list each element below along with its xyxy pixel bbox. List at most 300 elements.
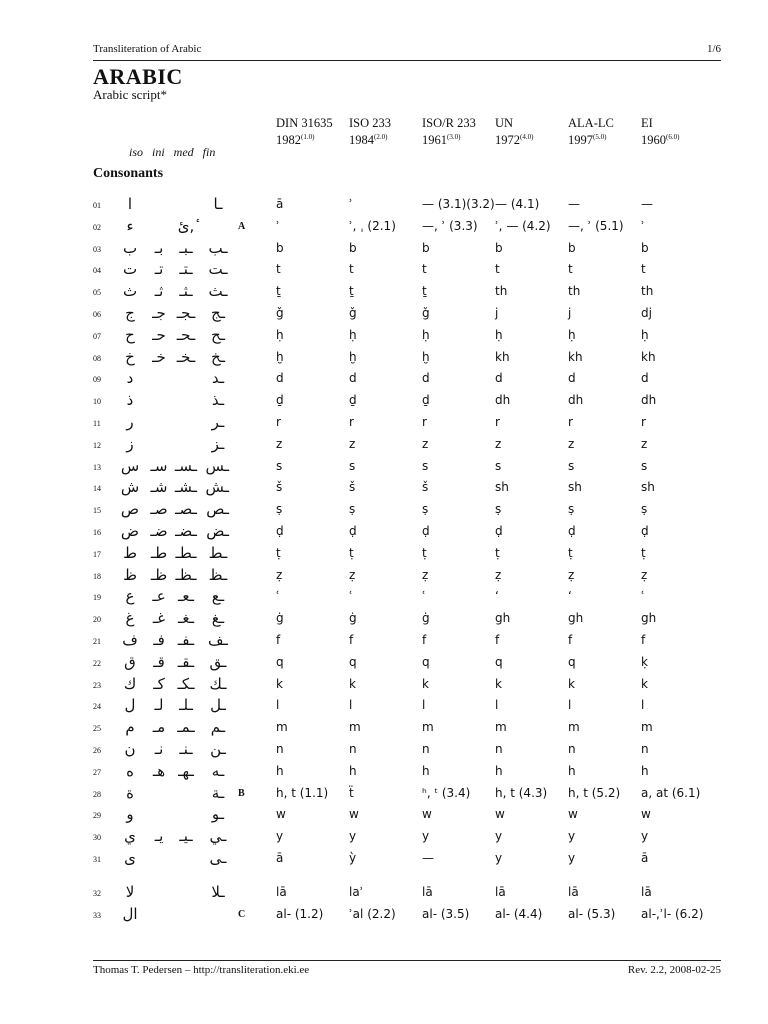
arabic-fin-form: ـج — [210, 304, 226, 322]
transliteration-cell: al- (1.2) — [276, 906, 324, 921]
column-header-ei — [641, 116, 679, 147]
transliteration-cell: š — [349, 480, 356, 495]
row-number: 25 — [93, 724, 101, 734]
row-number: 11 — [93, 419, 101, 428]
table-row — [0, 282, 768, 304]
transliteration-cell: ẓ — [495, 567, 502, 582]
page-header — [93, 43, 721, 59]
transliteration-cell: w — [349, 807, 359, 822]
arabic-fin-form: ـت — [208, 260, 228, 279]
arabic-med-form: ـحـ — [176, 325, 196, 344]
transliteration-cell: ḥ — [349, 327, 357, 342]
transliteration-cell: sh — [641, 480, 655, 495]
transliteration-cell: q — [349, 654, 357, 669]
column-ref: (3.0) — [447, 133, 461, 141]
transliteration-cell: w — [422, 807, 432, 822]
transliteration-cell: ṭ — [641, 545, 646, 560]
transliteration-cell: lā — [495, 884, 506, 899]
transliteration-cell: ṯ — [422, 284, 427, 299]
row-number: 05 — [93, 288, 101, 298]
arabic-fin-form: ـظ — [208, 565, 228, 584]
transliteration-cell: ḍ — [495, 524, 503, 538]
transliteration-cell: s — [422, 458, 429, 473]
arabic-med-form: ـقـ — [177, 652, 195, 671]
column-name: EI — [641, 116, 653, 130]
transliteration-cell: lā — [422, 884, 433, 899]
transliteration-cell: ḏ — [422, 393, 430, 408]
row-number: 09 — [93, 375, 101, 385]
transliteration-cell: t — [349, 262, 354, 277]
transliteration-cell: kh — [568, 349, 583, 364]
column-name: UN — [495, 116, 514, 130]
row-number: 15 — [93, 506, 101, 516]
transliteration-cell: w — [495, 807, 505, 822]
transliteration-cell: ṣ — [349, 502, 356, 517]
arabic-fin-form: ـط — [208, 543, 228, 562]
transliteration-cell: d — [422, 371, 430, 386]
arabic-fin-form: ـى — [209, 849, 227, 867]
arabic-iso-form: لا — [125, 882, 135, 901]
row-number: 23 — [93, 680, 101, 690]
row-number: 10 — [93, 397, 101, 407]
row-number: 13 — [93, 462, 101, 472]
column-header-din — [276, 116, 333, 147]
transliteration-cell: al- (4.4) — [495, 906, 543, 921]
table-row — [0, 566, 768, 588]
transliteration-cell: laʾ — [349, 884, 364, 899]
arabic-ini-form: ثـ — [154, 282, 164, 301]
footer-revision: Rev. 2.2, 2008-02-25 — [627, 964, 721, 976]
row-number: 22 — [93, 658, 101, 668]
transliteration-cell: ḥ — [276, 327, 284, 342]
transliteration-cell: k — [422, 676, 429, 691]
transliteration-cell: w — [641, 807, 651, 822]
table-row — [0, 348, 768, 370]
table-row — [0, 391, 768, 413]
transliteration-cell: r — [641, 415, 646, 429]
transliteration-cell: h — [641, 763, 649, 778]
row-number: 27 — [93, 767, 101, 777]
row-number: 20 — [93, 615, 101, 625]
arabic-fin-form: ـخ — [210, 347, 226, 366]
arabic-fin-form: ـة — [211, 783, 225, 802]
table-row — [0, 500, 768, 522]
transliteration-cell: al-,ʾl- (6.2) — [641, 906, 704, 921]
transliteration-cell: m — [349, 720, 361, 735]
transliteration-cell: ǧ — [349, 306, 357, 320]
transliteration-cell: n — [495, 742, 503, 756]
arabic-med-form: ـكـ — [177, 674, 195, 693]
arabic-iso-form: ج — [125, 304, 135, 322]
transliteration-cell: z — [495, 436, 502, 451]
table-row — [0, 217, 768, 239]
arabic-iso-form: ب — [122, 238, 138, 257]
transliteration-cell: y — [422, 829, 430, 844]
transliteration-cell: ṭ — [568, 545, 573, 560]
transliteration-cell: l — [276, 698, 280, 713]
arabic-iso-form: ظ — [123, 565, 137, 584]
table-row — [0, 304, 768, 326]
transliteration-cell: z — [641, 436, 648, 451]
arabic-fin-form: ـص — [206, 500, 229, 519]
transliteration-cell: ṭ — [276, 545, 281, 560]
arabic-med-form: ـعـ — [177, 587, 195, 606]
document-title: ARABIC — [93, 64, 183, 89]
transliteration-cell: — — [422, 851, 434, 865]
arabic-iso-form: ي — [124, 827, 136, 846]
column-ref: (6.0) — [666, 133, 680, 141]
transliteration-cell: th — [495, 284, 508, 299]
arabic-iso-form: ال — [122, 904, 138, 923]
transliteration-cell: s — [568, 458, 575, 473]
transliteration-cell: lā — [276, 884, 287, 899]
footer-rule — [93, 960, 721, 961]
transliteration-cell: ṭ — [495, 545, 500, 560]
transliteration-cell: n — [422, 742, 430, 756]
arabic-ini-form: طـ — [150, 543, 168, 562]
transliteration-cell: z — [349, 436, 356, 451]
arabic-iso-form: ع — [125, 587, 135, 606]
arabic-ini-form: شـ — [150, 478, 168, 497]
transliteration-cell: z — [276, 436, 283, 451]
transliteration-cell: f — [276, 633, 281, 647]
transliteration-cell: ǧ — [422, 306, 430, 320]
arabic-ini-form: لـ — [154, 696, 164, 715]
row-number: 21 — [93, 637, 101, 646]
arabic-iso-form: ل — [124, 696, 136, 715]
arabic-fin-form: ـو — [211, 805, 225, 824]
transliteration-cell: k — [276, 676, 283, 691]
row-note: A — [238, 220, 246, 232]
table-row — [0, 718, 768, 740]
transliteration-cell: ṭ — [349, 545, 354, 560]
arabic-iso-form: ش — [120, 478, 140, 497]
transliteration-cell: m — [276, 720, 288, 735]
table-row — [0, 762, 768, 784]
transliteration-cell: k — [641, 676, 648, 691]
arabic-iso-form: ى — [124, 849, 136, 867]
column-name: ISO/R 233 — [422, 116, 476, 130]
transliteration-cell: h — [349, 763, 357, 778]
row-number: 19 — [93, 593, 101, 603]
transliteration-cell: f — [422, 633, 427, 647]
transliteration-cell: ġ — [422, 611, 430, 626]
transliteration-cell: th — [641, 284, 654, 299]
transliteration-cell: ṣ — [568, 502, 575, 517]
transliteration-cell: j — [495, 306, 499, 320]
arabic-iso-form: ك — [123, 674, 137, 693]
column-header-isor233 — [422, 116, 476, 147]
table-row — [0, 587, 768, 609]
row-number: 32 — [93, 888, 101, 898]
transliteration-cell: ẓ — [568, 567, 575, 582]
table-row — [0, 883, 768, 905]
page-number: 1/6 — [706, 43, 721, 55]
table-row — [0, 544, 768, 566]
transliteration-cell: lā — [568, 884, 579, 899]
transliteration-cell: ẓ — [349, 567, 356, 582]
transliteration-cell: n — [568, 742, 576, 756]
transliteration-cell: ḍ — [422, 524, 430, 538]
arabic-iso-form: ا — [127, 195, 133, 213]
arabic-iso-form: و — [126, 805, 134, 824]
section-heading: Consonants — [93, 166, 164, 181]
transliteration-cell: dh — [495, 393, 511, 408]
arabic-med-form: ـثـ — [179, 282, 193, 301]
arabic-ini-form: حـ — [152, 325, 166, 344]
transliteration-cell: ʻ — [568, 589, 572, 604]
transliteration-cell: dh — [568, 393, 584, 408]
transliteration-cell: m — [641, 720, 653, 735]
transliteration-cell: ʾ — [641, 218, 645, 233]
row-number: 26 — [93, 746, 101, 755]
transliteration-cell: š — [422, 480, 429, 495]
arabic-med-form: ـفـ — [177, 631, 195, 649]
row-number: 06 — [93, 310, 101, 319]
row-number: 16 — [93, 528, 101, 537]
column-name: ISO 233 — [349, 116, 392, 130]
arabic-ini-form: غـ — [152, 609, 166, 628]
column-year: 1960 — [641, 133, 666, 148]
arabic-fin-form: ـز — [211, 434, 225, 453]
transliteration-cell: b — [568, 240, 576, 255]
transliteration-cell: lā — [641, 884, 652, 899]
arabic-iso-form: م — [125, 718, 135, 737]
arabic-fin-form: ـس — [205, 456, 229, 475]
transliteration-cell: d — [641, 371, 649, 386]
transliteration-cell: ǧ — [276, 306, 284, 320]
arabic-med-form: ـغـ — [177, 609, 195, 628]
arabic-fin-form: ـك — [209, 674, 227, 693]
arabic-iso-form: ط — [123, 543, 137, 562]
transliteration-cell: q — [422, 654, 430, 669]
transliteration-cell: ʾal (2.2) — [349, 906, 396, 921]
table-row — [0, 369, 768, 391]
arabic-iso-form: د — [126, 369, 134, 388]
table-row — [0, 696, 768, 718]
transliteration-cell: t — [641, 262, 646, 277]
transliteration-cell: t — [568, 262, 573, 277]
arabic-iso-form: ت — [122, 260, 138, 279]
transliteration-cell: ṣ — [641, 502, 648, 517]
header-rule — [93, 60, 721, 61]
arabic-ini-form: ضـ — [150, 522, 168, 540]
transliteration-cell: k — [349, 676, 356, 691]
row-number: 30 — [93, 833, 101, 843]
transliteration-cell: š — [276, 480, 283, 495]
arabic-iso-form: ق — [124, 652, 136, 671]
transliteration-cell: l — [422, 698, 426, 713]
arabic-fin-form: ـع — [211, 587, 225, 606]
transliteration-cell: ġ — [349, 611, 357, 626]
arabic-ini-form: جـ — [152, 304, 166, 322]
arabic-med-form: ـلـ — [179, 696, 193, 715]
transliteration-cell: ʾ, — (4.2) — [495, 218, 551, 233]
transliteration-cell: ḍ — [568, 524, 576, 538]
transliteration-cell: ḫ — [276, 349, 284, 364]
transliteration-cell: ẗ — [349, 785, 354, 800]
column-year: 1961 — [422, 133, 447, 148]
transliteration-cell: gh — [641, 611, 657, 626]
arabic-ini-form: ظـ — [150, 565, 168, 584]
transliteration-cell: k — [495, 676, 502, 691]
arabic-fin-form: ـا — [213, 195, 223, 213]
transliteration-cell: r — [568, 415, 573, 429]
arabic-ini-form: كـ — [153, 674, 165, 693]
arabic-med-form: ـهـ — [178, 761, 194, 780]
transliteration-cell: ḥ — [422, 327, 430, 342]
transliteration-cell: y — [568, 851, 576, 865]
transliteration-cell: h — [276, 763, 284, 778]
transliteration-cell: ḫ — [422, 349, 430, 364]
transliteration-cell: ḍ — [276, 524, 284, 538]
column-header-un — [495, 116, 533, 147]
transliteration-cell: y — [641, 829, 649, 844]
transliteration-cell: sh — [568, 480, 582, 495]
arabic-med-form: ـضـ — [175, 522, 197, 540]
arabic-fin-form: ـي — [209, 827, 227, 846]
transliteration-cell: y — [495, 829, 503, 844]
transliteration-cell: f — [568, 633, 573, 647]
arabic-iso-form: ص — [120, 500, 140, 519]
table-row — [0, 457, 768, 479]
arabic-med-form: ـبـ — [179, 238, 193, 257]
arabic-med-form: ـنـ — [179, 740, 193, 758]
column-year: 1982 — [276, 133, 301, 148]
transliteration-cell: s — [349, 458, 356, 473]
transliteration-cell: ʾ, ˌ (2.1) — [349, 218, 396, 233]
transliteration-cell: z — [422, 436, 429, 451]
transliteration-cell: y — [568, 829, 576, 844]
arabic-ini-form: نـ — [154, 740, 164, 758]
transliteration-cell: sh — [495, 480, 509, 495]
transliteration-cell: y — [495, 851, 503, 865]
table-row — [0, 195, 768, 217]
transliteration-cell: dh — [641, 393, 657, 408]
transliteration-cell: h, t (4.3) — [495, 785, 548, 800]
transliteration-cell: ṭ — [422, 545, 427, 560]
transliteration-cell: ṣ — [495, 502, 502, 517]
transliteration-cell: — — [568, 197, 580, 211]
arabic-iso-form: ر — [126, 413, 134, 431]
arabic-iso-form: ه — [126, 761, 134, 780]
transliteration-cell: h — [422, 763, 430, 778]
row-number: 24 — [93, 702, 101, 712]
transliteration-cell: s — [495, 458, 502, 473]
arabic-iso-form: ن — [124, 740, 136, 758]
letter-forms-label: iso ini med fin — [129, 145, 216, 159]
arabic-fin-form: ـغ — [211, 609, 225, 628]
arabic-fin-form: ـض — [206, 522, 229, 540]
transliteration-cell: n — [276, 742, 284, 756]
transliteration-cell: ẓ — [422, 567, 429, 582]
row-number: 08 — [93, 353, 101, 363]
arabic-med-form: ـسـ — [174, 456, 197, 475]
transliteration-cell: b — [349, 240, 357, 255]
transliteration-cell: a, at (6.1) — [641, 785, 701, 800]
arabic-fin-form: ـن — [210, 740, 226, 758]
transliteration-cell: —, ʾ (5.1) — [568, 218, 624, 233]
transliteration-cell: ḍ — [641, 524, 649, 538]
row-number: 04 — [93, 266, 101, 276]
row-number: 12 — [93, 440, 101, 450]
transliteration-cell: al- (3.5) — [422, 906, 470, 921]
row-number: 33 — [93, 910, 101, 920]
transliteration-cell: ḥ — [495, 327, 503, 342]
transliteration-cell: ḥ — [568, 327, 576, 342]
transliteration-cell: l — [568, 698, 572, 713]
arabic-fin-form: ـل — [210, 696, 226, 715]
footer-author: Thomas T. Pedersen – http://transliteration.eki.ee — [93, 964, 310, 976]
column-header-iso233 — [349, 116, 391, 147]
transliteration-cell: h, t (5.2) — [568, 785, 621, 800]
transliteration-cell: ʿ — [276, 589, 280, 604]
transliteration-cell: ẓ — [641, 567, 648, 582]
arabic-ini-form: تـ — [154, 260, 164, 279]
arabic-med-form: ـطـ — [175, 543, 197, 562]
arabic-med-form: ـتـ — [179, 260, 193, 279]
transliteration-cell: ẓ — [276, 567, 283, 582]
transliteration-cell: m — [495, 720, 507, 735]
transliteration-cell: kh — [495, 349, 510, 364]
transliteration-cell: d — [349, 371, 357, 386]
table-row — [0, 675, 768, 697]
table-row — [0, 239, 768, 261]
column-ref: (1.0) — [301, 133, 315, 141]
row-number: 07 — [93, 331, 101, 341]
arabic-fin-form: ـه — [211, 761, 225, 780]
row-number: 18 — [93, 571, 101, 581]
arabic-fin-form: ـق — [209, 652, 227, 671]
arabic-fin-form: ـر — [211, 413, 225, 431]
table-row — [0, 905, 768, 927]
column-ref: (2.0) — [374, 133, 388, 141]
arabic-iso-form: ز — [126, 434, 134, 453]
transliteration-cell: ḫ — [349, 349, 357, 364]
transliteration-cell: j — [568, 306, 572, 320]
arabic-ini-form: هـ — [152, 761, 166, 780]
arabic-fin-form: ـش — [205, 478, 229, 497]
transliteration-cell: ʾ — [349, 197, 353, 211]
row-number: 14 — [93, 484, 101, 494]
transliteration-cell: n — [641, 742, 649, 756]
transliteration-cell: h — [568, 763, 576, 778]
arabic-med-form: ـشـ — [174, 478, 197, 497]
transliteration-cell: t — [495, 262, 500, 277]
arabic-ini-form: يـ — [154, 827, 164, 846]
transliteration-cell: ṣ — [422, 502, 429, 517]
row-number: 29 — [93, 811, 101, 821]
arabic-fin-form: ـب — [208, 238, 228, 257]
column-header-ala-lc — [568, 116, 614, 147]
transliteration-cell: s — [276, 458, 283, 473]
arabic-med-form: ـيـ — [179, 827, 193, 846]
transliteration-cell: ʿ — [349, 589, 353, 604]
table-row — [0, 478, 768, 500]
arabic-ini-form: خـ — [152, 347, 166, 366]
transliteration-cell: d — [495, 371, 503, 386]
transliteration-cell: ā — [641, 851, 649, 865]
table-row — [0, 522, 768, 544]
transliteration-cell: w — [276, 807, 286, 822]
arabic-fin-form: ـلا — [211, 882, 225, 901]
document-subtitle: Arabic script* — [93, 87, 168, 102]
transliteration-cell: ā — [276, 851, 284, 865]
transliteration-cell: h, t (1.1) — [276, 785, 329, 800]
transliteration-cell: r — [495, 415, 500, 429]
arabic-iso-form: غ — [125, 609, 135, 628]
transliteration-cell: r — [422, 415, 427, 429]
